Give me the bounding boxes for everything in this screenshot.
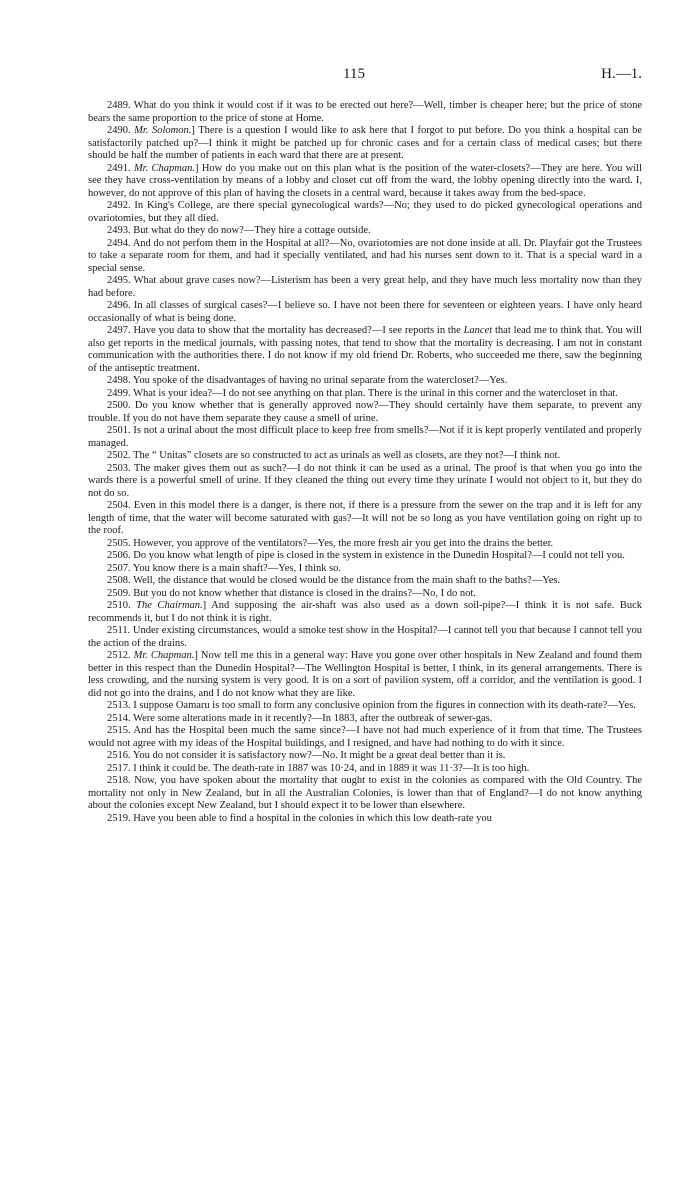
testimony-paragraph — [88, 425, 642, 450]
paragraph-text: In King's College, are there special gynecological wards?—No; they used to do picked gynecological operations and ovariotomies, but they all died. — [88, 200, 642, 224]
question-number: 2506. — [107, 550, 131, 561]
testimony-paragraph — [88, 713, 642, 726]
testimony-paragraph — [88, 725, 642, 750]
paragraph-text: Under existing circumstances, would a smoke test show in the Hospital?—I cannot tell you that because I cannot tell you the action of the drains. — [88, 625, 642, 649]
question-number: 2491. — [107, 162, 131, 174]
question-number: 2516. — [107, 750, 131, 761]
paragraph-text: And supposing the air-shaft was also used as a down soil-pipe?—I think it is not safe. Buck recommends it, but I do not think it is right. — [88, 600, 643, 624]
paragraph-text: But you do not know whether that distance is closed in the drains?—No, I do not. — [133, 587, 476, 599]
question-number: 2502. — [107, 450, 131, 461]
paragraph-text: Do you know what length of pipe is closed in the system in existence in the Dunedin Hospital?—I could not tell you. — [133, 550, 625, 561]
testimony-text — [88, 100, 642, 825]
paragraph-text: Now tell me this in a general way: Have you gone over other hospitals in New Zealand and found them better in this respect than the Dunedin Hospital?—The Wellington Hospital is better, I think, in its general arrangements. There is less crowding, and the nursing system is very good. It is on a sort of pavilion system, off a corridor, and the ventilation is good. I did not go into the drains, and I do not know what they are like. — [88, 650, 643, 699]
testimony-paragraph — [88, 463, 642, 501]
testimony-paragraph — [88, 750, 642, 763]
question-number: 2492. — [107, 200, 131, 211]
paragraph-text: However, you approve of the ventilators?—Yes, the more fresh air you get into the drains the better. — [133, 537, 554, 549]
testimony-paragraph — [88, 650, 642, 700]
testimony-paragraph — [88, 550, 642, 563]
question-number: 2510. — [107, 600, 131, 611]
testimony-paragraph — [88, 700, 642, 713]
testimony-paragraph — [88, 238, 642, 276]
paragraph-text: Have you data to show that the mortality has decreased?—I see reports in the — [133, 325, 464, 336]
question-number: 2518. — [107, 775, 131, 786]
paragraph-text: There is a question I would like to ask here that I forgot to put before. Do you think a hospital can be satisfactorily patched up?—I think it might be patched up for chronic cases and for a certain class of medical cases; but there should be half the number of patients in each ward that there are at present. — [88, 125, 642, 161]
testimony-paragraph — [88, 200, 642, 225]
paragraph-text: How do you make out on this plan what is the position of the water-closets?—They are here. You will see they have cross-ventilation by means of a lobby and closet cut off from the ward, the lobby opening directly into the ward. I, however, do not approve of this plan of having the closets in a central ward, because it takes away from the bed-space. — [88, 162, 643, 199]
paragraph-text: Is not a urinal about the most difficult place to keep free from smells?—Not if it is kept properly ventilated and properly managed. — [88, 425, 643, 449]
paragraph-text: What is your idea?—I do not see anything on that plan. There is the urinal in this corner and the watercloset in that. — [133, 387, 619, 399]
question-number: 2500. — [107, 400, 131, 411]
paragraph-text: Were some alterations made in it recently?—In 1883, after the outbreak of sewer-gas. — [133, 712, 493, 724]
question-number: 2489. — [107, 100, 131, 111]
paragraph-text: You spoke of the disadvantages of having no urinal separate from the watercloset?—Yes. — [132, 375, 508, 386]
page-header — [88, 66, 642, 86]
testimony-paragraph — [88, 588, 642, 601]
question-number: 2503. — [107, 462, 131, 474]
speaker-bracket: ] — [194, 650, 198, 661]
paragraph-text: And do not perfom them in the Hospital at all?—No, ovariotomies are not done inside at all. Dr. Playfair got the Trustees to take a separate room for them, and had it specially ventilated, and had his nurses sent down to it. That is a special ward in a special sense. — [88, 237, 643, 274]
testimony-paragraph — [88, 763, 642, 776]
question-number: 2515. — [107, 725, 131, 736]
testimony-paragraph — [88, 400, 642, 425]
testimony-paragraph — [88, 500, 642, 538]
question-number: 2498. — [107, 375, 131, 386]
speaker-name: Mr. Solomon. — [134, 125, 192, 136]
testimony-paragraph — [88, 388, 642, 401]
speaker-name: Mr. Chapman. — [133, 162, 196, 174]
testimony-paragraph — [88, 225, 642, 238]
question-number: 2519. — [107, 812, 131, 824]
testimony-paragraph — [88, 625, 642, 650]
testimony-paragraph — [88, 325, 642, 375]
document-reference: H.—1. — [601, 66, 642, 82]
paragraph-text: What about grave cases now?—Listerism has been a very great help, and they have much less mortality now than they had before. — [88, 275, 642, 299]
question-number: 2499. — [107, 387, 131, 399]
testimony-paragraph — [88, 813, 642, 826]
testimony-paragraph — [88, 775, 642, 813]
speaker-bracket: ] — [191, 125, 195, 136]
testimony-paragraph — [88, 375, 642, 388]
question-number: 2504. — [107, 500, 131, 511]
paragraph-text: Even in this model there is a danger, is there not, if there is a pressure from the sewer on the trap and it is left for any length of time, that the water will become saturated with gas?—It will not be so long as you have ventilation going on right up to the roof. — [88, 500, 643, 536]
question-number: 2507. — [107, 562, 131, 574]
testimony-paragraph — [88, 450, 642, 463]
testimony-paragraph — [88, 100, 642, 125]
testimony-paragraph — [88, 125, 642, 163]
paragraph-text: In all classes of surgical cases?—I believe so. I have not been there for seventeen or eighteen years. I have only heard occasionally of what is being done. — [88, 300, 642, 324]
paragraph-text: The “ Unitas” closets are so constructed to act as urinals as well as closets, are they not?—I think not. — [133, 450, 561, 461]
question-number: 2511. — [107, 625, 131, 636]
paragraph-text: What do you think it would cost if it was to be erected out here?—Well, timber is cheaper here; but the price of stone bears the same proportion to the price of stone at Home. — [88, 100, 643, 124]
paragraph-text: I suppose Oamaru is too small to form any conclusive opinion from the figures in connection with its death-rate?—Yes. — [133, 700, 636, 711]
testimony-paragraph — [88, 563, 642, 576]
question-number: 2494. — [107, 237, 131, 249]
paragraph-text: And has the Hospital been much the same since?—I have not had much experience of it from that time. The Trustees would not agree with my ideas of the Hospital buildings, and I resigned, and have had nothing to do with it since. — [88, 725, 642, 749]
testimony-paragraph — [88, 300, 642, 325]
paragraph-text: Do you know whether that is generally approved now?—They should certainly have them separate, to prevent any trouble. If you do not have them separate they cause a smell of urine. — [88, 400, 643, 424]
question-number: 2493. — [107, 225, 131, 236]
paragraph-text: But what do they do now?—They hire a cottage outside. — [133, 225, 371, 236]
question-number: 2490. — [107, 125, 131, 136]
page-number: 115 — [343, 66, 365, 82]
italic-title: Lancet — [463, 325, 493, 336]
testimony-paragraph — [88, 538, 642, 551]
speaker-bracket: ] — [195, 162, 199, 174]
paragraph-text: I think it could be. The death-rate in 1887 was 10·24, and in 1889 it was 11·3?—It is too high. — [133, 762, 530, 774]
question-number: 2497. — [107, 325, 131, 336]
speaker-name: Mr. Chapman. — [133, 650, 195, 661]
paragraph-text: Well, the distance that would be closed would be the distance from the main shaft to the baths?—Yes. — [133, 575, 561, 586]
testimony-paragraph — [88, 575, 642, 588]
question-number: 2514. — [107, 712, 131, 724]
question-number: 2512. — [107, 650, 131, 661]
speaker-name: The Chairman. — [136, 600, 203, 611]
paragraph-text: The maker gives them out as such?—I do not think it can be used as a urinal. The proof is that when you go into the wards there is a powerful smell of urine. If they cleaned the thing out every time they urinate I would not object to it, but they do not do so. — [88, 462, 643, 499]
testimony-paragraph — [88, 163, 642, 201]
question-number: 2496. — [107, 300, 131, 311]
testimony-paragraph — [88, 600, 642, 625]
question-number: 2509. — [107, 587, 131, 599]
question-number: 2517. — [107, 762, 131, 774]
paragraph-text-tail: that lead me to think that. You will also get reports in the medical journals, with passing notes, that tend to show that the mortality is decreasing. I am not in constant communication with the authorities there. I do not know if my old friend Dr. Roberts, who succeeded me there, saw the beginning of the antiseptic treatment. — [88, 325, 643, 374]
question-number: 2501. — [107, 425, 131, 436]
paragraph-text: You know there is a main shaft?—Yes, I think so. — [132, 562, 342, 574]
question-number: 2513. — [107, 700, 131, 711]
paragraph-text: You do not consider it is satisfactory now?—No. It might be a great deal better than it is. — [132, 750, 506, 761]
question-number: 2508. — [107, 575, 131, 586]
paragraph-text: Have you been able to find a hospital in the colonies in which this low death-rate you — [133, 812, 492, 824]
testimony-paragraph — [88, 275, 642, 300]
speaker-bracket: ] — [202, 600, 207, 611]
paragraph-text: Now, you have spoken about the mortality that ought to exist in the colonies as compared with the Old Country. The mortality not only in New Zealand, but in all the Australian Colonies, is lower than that of England?—I do not know anything about the colonies except New Zealand, but I should expect it to be lower than elsewhere. — [88, 775, 643, 811]
question-number: 2495. — [107, 275, 131, 286]
question-number: 2505. — [107, 537, 131, 549]
